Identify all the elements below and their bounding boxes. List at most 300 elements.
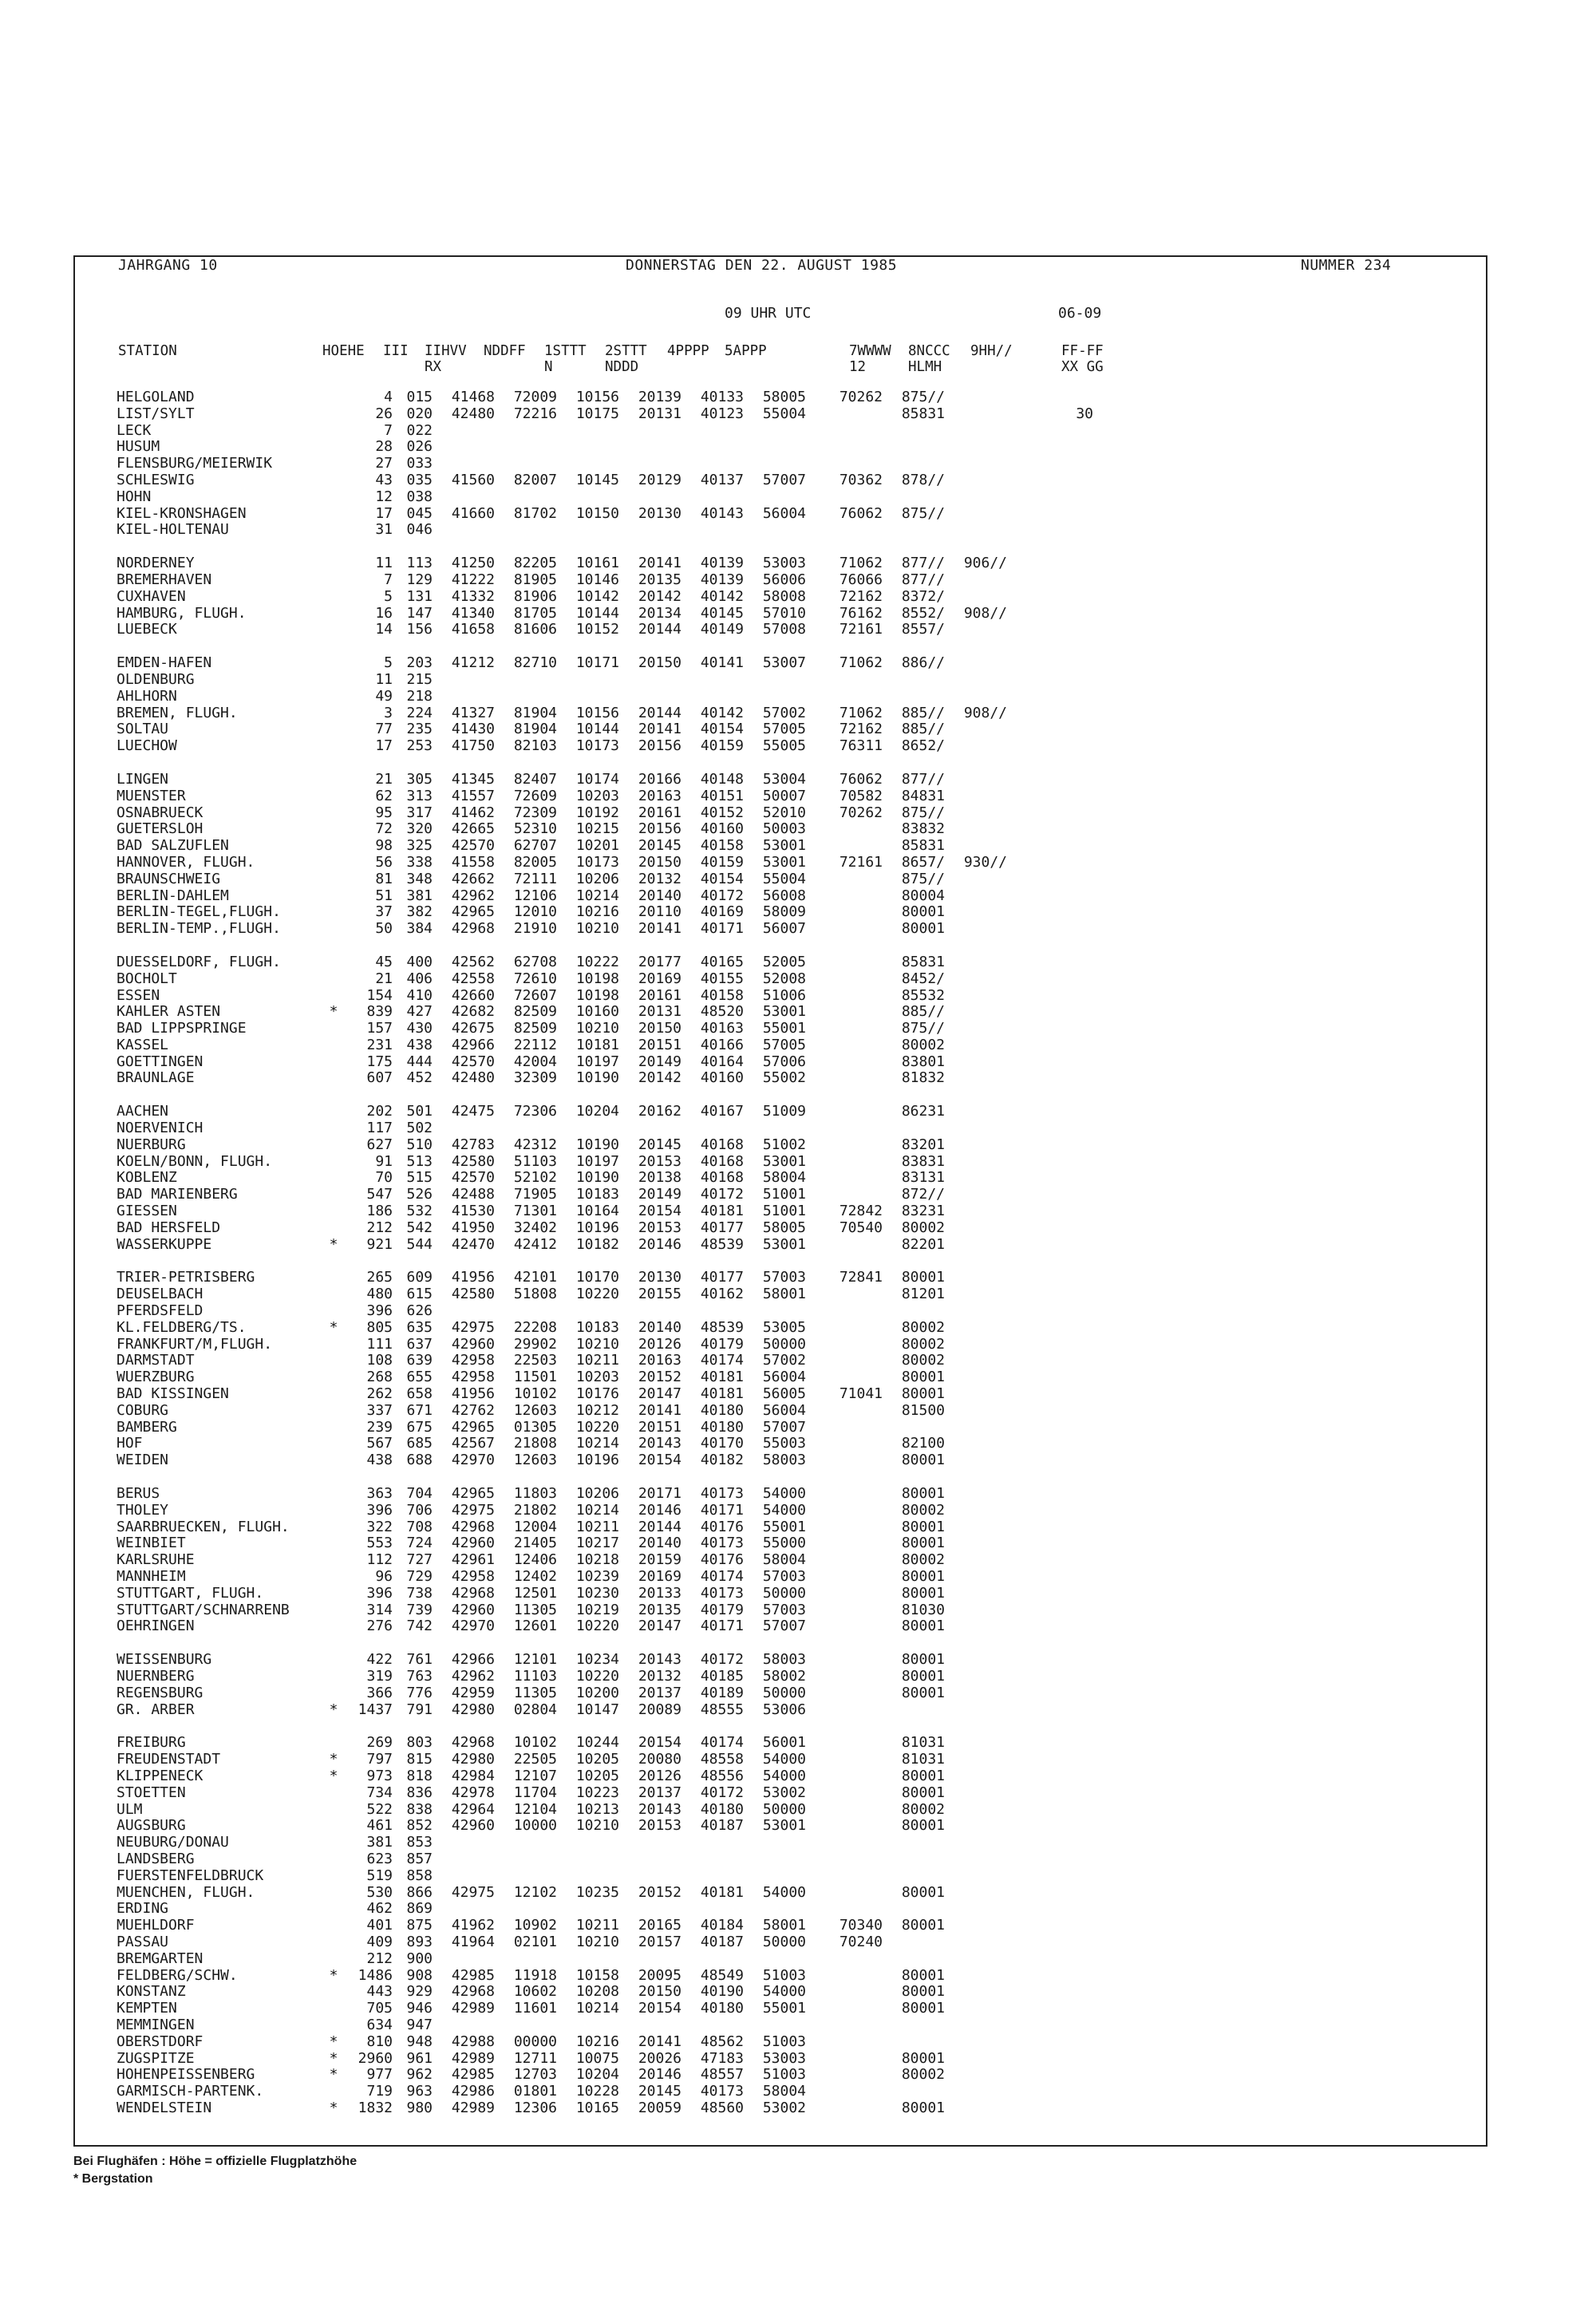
table-cell: 51103	[513, 1152, 557, 1170]
table-cell	[945, 971, 1007, 988]
table-cell: 52008	[762, 970, 806, 987]
table-cell	[945, 1303, 1007, 1320]
table-cell: 438	[406, 1036, 433, 1053]
table-cell	[433, 2017, 495, 2034]
table-cell: 70262	[839, 389, 883, 405]
station-name: BAD HERSFELD	[117, 1219, 221, 1236]
table-cell	[945, 622, 1007, 638]
table-cell: 10196	[575, 1452, 619, 1469]
column-header-line1-8: 5APPP	[725, 343, 767, 359]
table-cell: 55001	[762, 2000, 806, 2017]
table-cell: 41530	[451, 1203, 495, 1220]
table-cell: 48560	[700, 2099, 744, 2116]
station-name: LANDSBERG	[117, 1850, 195, 1867]
table-cell: 10223	[575, 1784, 619, 1801]
table-cell	[806, 1835, 883, 1851]
table-cell: 57007	[762, 471, 806, 488]
table-cell: 7	[384, 421, 393, 439]
table-cell: 522	[366, 1800, 393, 1818]
station-name: FELDBERG/SCHW.	[117, 1966, 238, 1984]
table-cell: 20059	[638, 2099, 681, 2116]
table-cell: 84831	[901, 787, 945, 804]
table-cell: 40169	[700, 903, 744, 921]
mountain-marker	[322, 1669, 345, 1685]
table-cell	[806, 406, 883, 423]
station-name: FLENSBURG/MEIERWIK	[117, 455, 273, 472]
table-cell	[945, 1503, 1007, 1519]
station-name: HELGOLAND	[117, 389, 195, 405]
table-cell: 20161	[638, 804, 681, 821]
table-cell: 42580	[451, 1152, 495, 1170]
table-row	[117, 1170, 1093, 1187]
table-cell: 56004	[762, 504, 806, 522]
table-cell: 80001	[901, 1452, 945, 1469]
table-cell: 96	[375, 1568, 393, 1585]
table-row	[117, 738, 1093, 755]
table-cell	[945, 904, 1007, 921]
table-cell: 836	[406, 1784, 433, 1801]
table-cell: 57010	[762, 604, 806, 622]
table-cell: 10183	[575, 1318, 619, 1336]
table-cell: 635	[406, 1318, 433, 1336]
table-cell	[945, 988, 1007, 1005]
table-row	[117, 988, 1093, 1005]
table-cell	[1007, 2067, 1093, 2084]
table-cell: 42682	[451, 1003, 495, 1021]
table-cell: 72609	[513, 787, 557, 804]
mountain-marker	[322, 738, 345, 755]
table-cell: 40177	[700, 1219, 744, 1236]
station-name: BERLIN-TEMP.,FLUGH.	[117, 920, 281, 938]
table-cell: 20162	[638, 1103, 681, 1120]
table-cell: 10176	[575, 1385, 619, 1403]
table-cell	[883, 2017, 945, 2034]
table-cell	[1007, 1021, 1093, 1037]
table-cell: 40172	[700, 1784, 744, 1801]
table-cell	[433, 1120, 495, 1137]
table-cell: 10220	[575, 1667, 619, 1685]
table-cell: 37	[375, 903, 393, 921]
table-cell: 20132	[638, 1667, 681, 1685]
table-cell	[945, 589, 1007, 606]
table-cell	[495, 1901, 557, 1918]
table-cell: 55001	[762, 1518, 806, 1535]
table-cell: 42966	[451, 1651, 495, 1669]
table-cell: 1437	[358, 1701, 393, 1718]
group-separator	[117, 1718, 1093, 1735]
table-cell: 319	[366, 1667, 393, 1685]
table-cell: 10212	[575, 1401, 619, 1419]
table-cell: 81031	[901, 1734, 945, 1752]
table-cell: 1486	[358, 1966, 393, 1984]
table-cell: 276	[366, 1618, 393, 1635]
table-cell	[681, 1901, 744, 1918]
table-cell	[1007, 572, 1093, 589]
table-cell: 40160	[700, 820, 744, 838]
table-cell	[433, 689, 495, 705]
table-cell: 12306	[513, 2099, 557, 2116]
table-cell: 41327	[451, 704, 495, 721]
table-cell: 235	[406, 721, 433, 738]
table-cell	[1007, 439, 1093, 456]
table-cell	[945, 1203, 1007, 1220]
table-cell	[945, 1885, 1007, 1902]
station-name: ZUGSPITZE	[117, 2049, 195, 2067]
mountain-marker	[322, 1602, 345, 1619]
station-name: BERLIN-DAHLEM	[117, 887, 229, 904]
mountain-marker	[322, 1154, 345, 1171]
table-cell: 480	[366, 1286, 393, 1303]
station-name: WEISSENBURG	[117, 1651, 212, 1669]
station-name: PFERDSFELD	[117, 1302, 203, 1320]
station-name: BAD MARIENBERG	[117, 1186, 238, 1203]
table-cell	[945, 1187, 1007, 1203]
table-cell: 40163	[700, 1020, 744, 1037]
table-cell: 20135	[638, 1601, 681, 1618]
table-cell: 20163	[638, 1352, 681, 1369]
table-cell: 40179	[700, 1335, 744, 1353]
table-cell: 20154	[638, 2000, 681, 2017]
table-cell: 761	[406, 1651, 433, 1669]
table-cell: 70340	[839, 1917, 883, 1934]
table-cell: 401	[366, 1917, 393, 1934]
table-cell	[619, 1951, 681, 1968]
table-cell: 40165	[700, 953, 744, 970]
table-cell: 76062	[839, 770, 883, 788]
table-cell: 40171	[700, 920, 744, 938]
table-cell	[883, 1702, 945, 1719]
table-cell: 80002	[901, 2066, 945, 2084]
table-cell: 325	[406, 837, 433, 855]
table-cell	[883, 2084, 945, 2100]
table-cell	[1007, 672, 1093, 689]
table-cell	[557, 439, 619, 456]
table-cell: 20154	[638, 1203, 681, 1220]
table-cell	[945, 1934, 1007, 1951]
table-cell: 41660	[451, 504, 495, 522]
table-cell: 83201	[901, 1136, 945, 1153]
table-cell	[806, 1286, 883, 1303]
table-cell	[945, 1420, 1007, 1436]
mountain-marker	[322, 821, 345, 838]
table-cell: 53002	[762, 2099, 806, 2116]
mountain-marker	[322, 1868, 345, 1885]
table-cell: 10152	[575, 621, 619, 638]
station-name: MUEHLDORF	[117, 1917, 195, 1934]
table-cell	[1007, 606, 1093, 622]
mountain-marker	[322, 1785, 345, 1802]
column-header-line1-2: III	[383, 343, 409, 359]
table-cell: 80001	[901, 1518, 945, 1535]
table-cell	[945, 1868, 1007, 1885]
table-row	[117, 904, 1093, 921]
table-cell	[806, 1586, 883, 1602]
table-cell	[495, 672, 557, 689]
table-cell: 42570	[451, 1169, 495, 1187]
table-cell: 639	[406, 1352, 433, 1369]
mountain-marker	[322, 1436, 345, 1452]
mountain-marker	[322, 1452, 345, 1469]
table-row	[117, 1353, 1093, 1369]
mountain-marker	[322, 1187, 345, 1203]
table-cell	[557, 1835, 619, 1851]
mountain-marker: *	[329, 1701, 338, 1718]
mountain-marker	[322, 1835, 345, 1851]
table-cell	[945, 1004, 1007, 1021]
table-cell: 20161	[638, 986, 681, 1004]
table-cell	[1007, 1303, 1093, 1320]
table-cell: 727	[406, 1551, 433, 1569]
table-cell: 71301	[513, 1203, 557, 1220]
station-name: PASSAU	[117, 1933, 169, 1950]
table-cell	[945, 439, 1007, 456]
table-cell: 56	[375, 853, 393, 871]
table-cell: 129	[406, 571, 433, 588]
table-cell: 41558	[451, 853, 495, 871]
table-cell: 42960	[451, 1535, 495, 1552]
table-cell: 21	[375, 770, 393, 788]
table-cell: 40185	[700, 1667, 744, 1685]
table-cell	[557, 1120, 619, 1137]
table-cell: 872//	[901, 1186, 945, 1203]
table-cell	[945, 788, 1007, 805]
table-cell: 10220	[575, 1418, 619, 1436]
table-cell: 10158	[575, 1966, 619, 1984]
table-cell: 553	[366, 1535, 393, 1552]
mountain-marker	[322, 1552, 345, 1569]
table-cell	[1007, 1569, 1093, 1586]
table-cell: 20152	[638, 1369, 681, 1386]
table-cell: 56004	[762, 1369, 806, 1386]
station-name: SOLTAU	[117, 721, 169, 738]
table-cell	[619, 439, 681, 456]
table-row	[117, 1403, 1093, 1420]
mountain-marker	[322, 988, 345, 1005]
table-cell	[744, 456, 806, 472]
table-cell: 40167	[700, 1103, 744, 1120]
table-row	[117, 489, 1093, 506]
table-cell	[1007, 2034, 1093, 2051]
station-name: BOCHOLT	[117, 970, 177, 987]
table-cell: 320	[406, 820, 433, 838]
table-cell: 444	[406, 1053, 433, 1070]
table-cell: 11305	[513, 1601, 557, 1618]
table-row	[117, 1569, 1093, 1586]
table-cell	[945, 888, 1007, 905]
table-cell: 80002	[901, 1036, 945, 1053]
table-cell: 671	[406, 1401, 433, 1419]
table-cell: 51009	[762, 1103, 806, 1120]
table-cell: 11704	[513, 1784, 557, 1801]
mountain-marker	[322, 1303, 345, 1320]
table-cell: 929	[406, 1983, 433, 2001]
table-cell	[945, 1486, 1007, 1503]
table-row	[117, 1237, 1093, 1254]
table-cell	[945, 721, 1007, 738]
table-cell: 58003	[762, 1651, 806, 1669]
table-cell: 42660	[451, 986, 495, 1004]
station-name: GUETERSLOH	[117, 820, 203, 838]
table-cell	[557, 1303, 619, 1320]
mountain-marker: *	[329, 2099, 338, 2116]
table-cell	[806, 1685, 883, 1702]
table-cell: 21	[375, 970, 393, 987]
table-cell: 51808	[513, 1286, 557, 1303]
volume-label: JAHRGANG 10	[118, 257, 218, 274]
table-cell: 875//	[901, 504, 945, 522]
table-cell: 40173	[700, 2083, 744, 2100]
table-cell	[1007, 489, 1093, 506]
table-cell: 10174	[575, 770, 619, 788]
table-cell: 11305	[513, 1684, 557, 1701]
table-cell: 20153	[638, 1219, 681, 1236]
table-cell	[1007, 1685, 1093, 1702]
table-cell: 40181	[700, 1369, 744, 1386]
column-header-line2-3: RX	[425, 359, 442, 375]
station-name: WEIDEN	[117, 1452, 169, 1469]
station-name: SCHLESWIG	[117, 471, 195, 488]
table-cell	[1007, 788, 1093, 805]
table-cell: 80002	[901, 1318, 945, 1336]
table-cell: 20146	[638, 1501, 681, 1519]
table-cell: 80001	[901, 1269, 945, 1286]
table-cell: 40190	[700, 1983, 744, 2001]
table-cell: 438	[366, 1452, 393, 1469]
table-row	[117, 1303, 1093, 1320]
table-cell: 12711	[513, 2049, 557, 2067]
table-cell	[1007, 871, 1093, 888]
table-cell	[1007, 655, 1093, 672]
table-cell: 42965	[451, 1485, 495, 1503]
table-cell: 58009	[762, 903, 806, 921]
table-cell: 20149	[638, 1053, 681, 1070]
table-row	[117, 1369, 1093, 1386]
table-cell: 41964	[451, 1933, 495, 1950]
table-cell: 40174	[700, 1568, 744, 1585]
table-cell: 76311	[839, 737, 883, 755]
station-name: DEUSELBACH	[117, 1286, 203, 1303]
table-cell	[557, 489, 619, 506]
mountain-marker	[322, 1137, 345, 1154]
table-cell: 76162	[839, 604, 883, 622]
table-cell: 20145	[638, 1136, 681, 1153]
table-cell: 47183	[700, 2049, 744, 2067]
table-cell: 40168	[700, 1152, 744, 1170]
table-cell: 58001	[762, 1917, 806, 1934]
table-cell: 40164	[700, 1053, 744, 1070]
table-cell: 42962	[451, 1667, 495, 1685]
table-cell: 42968	[451, 1518, 495, 1535]
table-cell: 839	[366, 1003, 393, 1021]
table-cell: 20154	[638, 1734, 681, 1752]
table-row	[117, 1951, 1093, 1968]
table-cell: 41340	[451, 604, 495, 622]
mountain-marker	[322, 423, 345, 440]
table-cell	[806, 1768, 883, 1785]
station-name: BERUS	[117, 1485, 160, 1503]
table-cell: 48558	[700, 1751, 744, 1768]
table-cell	[1007, 1104, 1093, 1120]
mountain-marker	[322, 1918, 345, 1934]
table-cell	[945, 1752, 1007, 1768]
table-cell: 20131	[638, 1003, 681, 1021]
table-cell: 56005	[762, 1385, 806, 1403]
table-cell	[1007, 1070, 1093, 1087]
table-cell: 40160	[700, 1069, 744, 1087]
table-cell: 58003	[762, 1452, 806, 1469]
table-cell: 40181	[700, 1385, 744, 1403]
table-cell: 81705	[513, 604, 557, 622]
table-cell: 42970	[451, 1452, 495, 1469]
station-name: WEINBIET	[117, 1535, 186, 1552]
table-cell: 10146	[575, 571, 619, 588]
table-cell: 791	[406, 1701, 433, 1718]
table-cell: 42965	[451, 903, 495, 921]
table-cell: 42480	[451, 1069, 495, 1087]
table-cell: 10190	[575, 1136, 619, 1153]
table-cell	[945, 1901, 1007, 1918]
table-cell	[619, 1120, 681, 1137]
table-cell	[806, 2051, 883, 2068]
table-cell	[681, 689, 744, 705]
table-cell: 685	[406, 1435, 433, 1452]
table-cell: 57007	[762, 1618, 806, 1635]
table-cell	[1007, 2017, 1093, 2034]
table-cell	[945, 738, 1007, 755]
table-cell: 623	[366, 1850, 393, 1867]
table-cell: 10219	[575, 1601, 619, 1618]
mountain-marker	[322, 1170, 345, 1187]
table-row	[117, 1154, 1093, 1171]
table-cell	[806, 1868, 883, 1885]
table-cell: 54000	[762, 1751, 806, 1768]
station-name: BREMEN, FLUGH.	[117, 704, 238, 721]
station-name: KONSTANZ	[117, 1983, 186, 2001]
table-cell: 10222	[575, 953, 619, 970]
table-cell: 55004	[762, 405, 806, 422]
table-cell: 02101	[513, 1933, 557, 1950]
table-cell: 655	[406, 1369, 433, 1386]
table-cell: 5	[384, 654, 393, 672]
table-cell: 10210	[575, 1335, 619, 1353]
group-separator	[117, 1253, 1093, 1270]
table-cell: 866	[406, 1883, 433, 1901]
table-cell	[1007, 2100, 1093, 2117]
table-cell: 10235	[575, 1883, 619, 1901]
column-header-line1-0: STATION	[118, 343, 177, 359]
table-row	[117, 1735, 1093, 1752]
table-row	[117, 1320, 1093, 1337]
table-row	[117, 772, 1093, 788]
table-cell	[945, 1270, 1007, 1286]
table-cell: 10602	[513, 1983, 557, 2001]
table-cell: 91	[375, 1152, 393, 1170]
table-row	[117, 1984, 1093, 2001]
table-cell: 80001	[901, 1584, 945, 1602]
station-name: LECK	[117, 421, 152, 439]
table-cell: 10244	[575, 1734, 619, 1752]
table-cell	[1007, 2084, 1093, 2100]
table-cell: 10197	[575, 1152, 619, 1170]
table-cell: 10206	[575, 870, 619, 887]
table-cell: 10205	[575, 1767, 619, 1784]
table-cell	[1007, 1270, 1093, 1286]
table-cell: 4	[384, 389, 393, 405]
station-name: AUGSBURG	[117, 1817, 186, 1835]
table-cell	[806, 1369, 883, 1386]
table-cell: 98	[375, 837, 393, 855]
table-row	[117, 1901, 1093, 1918]
